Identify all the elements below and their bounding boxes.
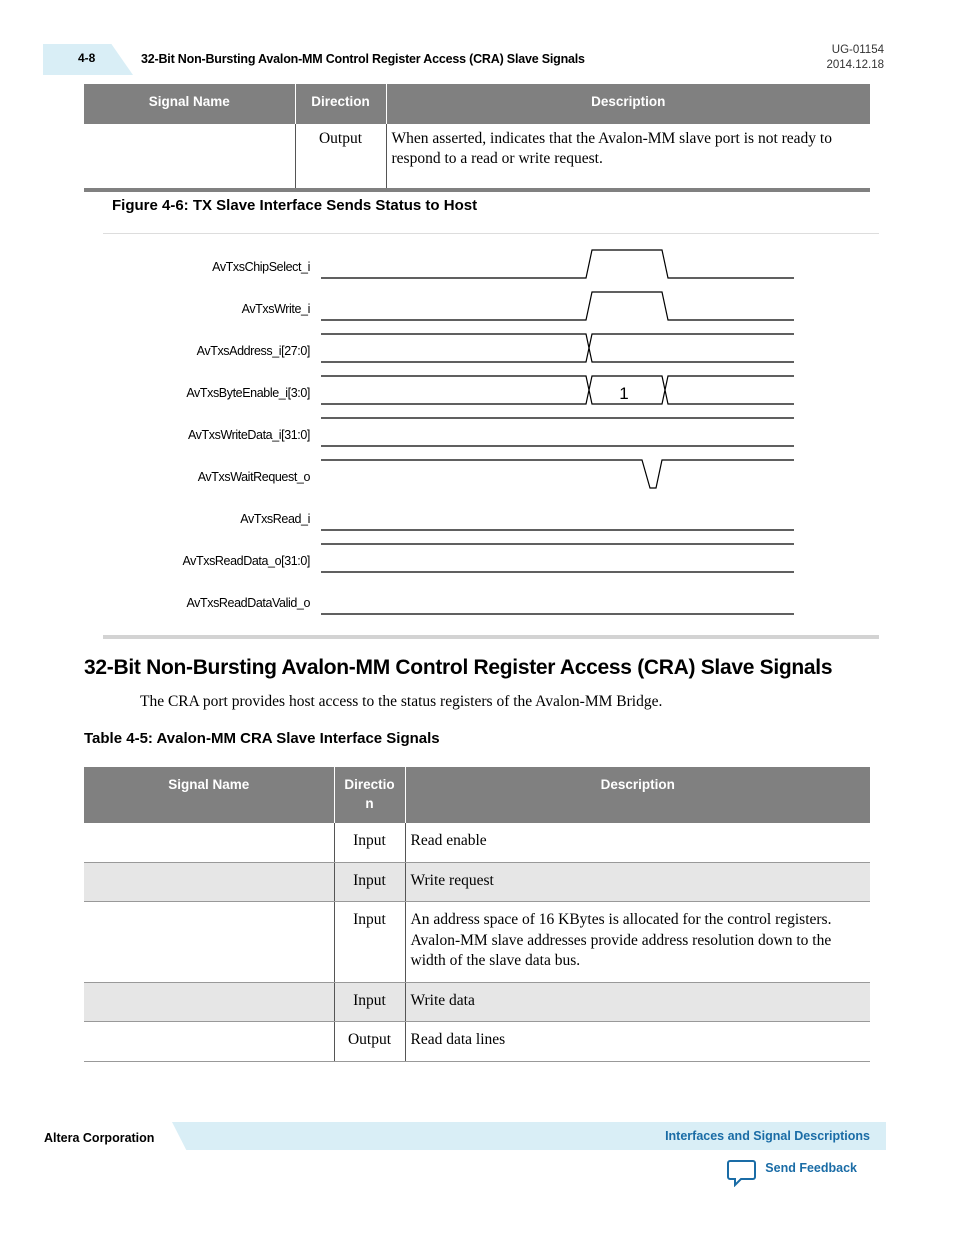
cell-direction: Input [334,823,405,862]
table-header-row [84,767,870,823]
table-row [84,902,870,983]
cell-description: When asserted, indicates that the Avalon-MM slave port is not ready to respond to a read or write request. [386,124,870,190]
cell-signal [84,902,334,983]
speech-bubble-icon[interactable] [727,1159,757,1187]
cell-signal [84,862,334,902]
cell-direction: Input [334,862,405,902]
signal-label: AvTxsRead_i [240,512,310,526]
figure-divider-bottom [103,635,879,639]
waveform-2-b [321,334,794,362]
table-row [84,982,870,1022]
footer-company: Altera Corporation [44,1131,155,1145]
send-feedback-link[interactable]: Send Feedback [765,1161,857,1175]
cell-signal [84,982,334,1022]
cell-signal [84,823,334,862]
table-row [84,862,870,902]
header-section-title: 32-Bit Non-Bursting Avalon-MM Control Register Access (CRA) Slave Signals [141,52,585,66]
cell-description: An address space of 16 KBytes is allocated for the control registers. Avalon-MM slave addresses provide address resolution down to the width of the slave data bus. [405,902,870,983]
waveform-3-b [321,376,794,404]
col-signal-name: Signal Name [84,84,295,124]
section-heading: 32-Bit Non-Bursting Avalon-MM Control Register Access (CRA) Slave Signals [84,656,833,679]
col-description: Description [386,84,870,124]
col-signal-name: Signal Name [84,767,334,823]
signal-label: AvTxsAddress_i[27:0] [196,344,310,358]
byteenable-value-label: 1 [619,384,629,403]
col-direction: Direction [295,84,386,124]
table-caption: Table 4-5: Avalon-MM CRA Slave Interface Signals [84,730,440,747]
col-direction: Directio n [334,767,405,823]
col-description: Description [405,767,870,823]
signal-label: AvTxsWriteData_i[31:0] [187,428,310,442]
figure-caption: Figure 4-6: TX Slave Interface Sends Status to Host [112,197,478,214]
waveform-0 [321,250,794,278]
waveform-5 [321,460,794,488]
signal-label: AvTxsByteEnable_i[3:0] [186,386,310,400]
cell-description: Read data lines [405,1022,870,1062]
waveform-3 [321,376,794,404]
cell-direction: Input [334,902,405,983]
cell-signal [84,1022,334,1062]
cra-signal-table [84,767,870,1062]
cell-direction: Input [334,982,405,1022]
waveform-1 [321,292,794,320]
signal-label: AvTxsWaitRequest_o [197,470,310,484]
footer-chapter-link[interactable]: Interfaces and Signal Descriptions [665,1129,870,1143]
cell-description: Write data [405,982,870,1022]
signal-label: AvTxsWrite_i [241,302,310,316]
doc-date: 2014.12.18 [826,59,884,71]
doc-id: UG-01154 [831,44,884,56]
waveform-2 [321,334,794,362]
signal-label: AvTxsChipSelect_i [212,260,310,274]
page-number: 4-8 [78,51,96,65]
cell-description: Read enable [405,823,870,862]
table-row [84,1022,870,1062]
section-paragraph: The CRA port provides host access to the status registers of the Avalon-MM Bridge. [140,693,663,710]
signal-label: AvTxsReadData_o[31:0] [182,554,310,568]
cell-description: Write request [405,862,870,902]
cell-direction: Output [295,124,386,190]
signal-label: AvTxsReadDataValid_o [186,596,310,610]
cell-direction: Output [334,1022,405,1062]
table-row [84,823,870,862]
